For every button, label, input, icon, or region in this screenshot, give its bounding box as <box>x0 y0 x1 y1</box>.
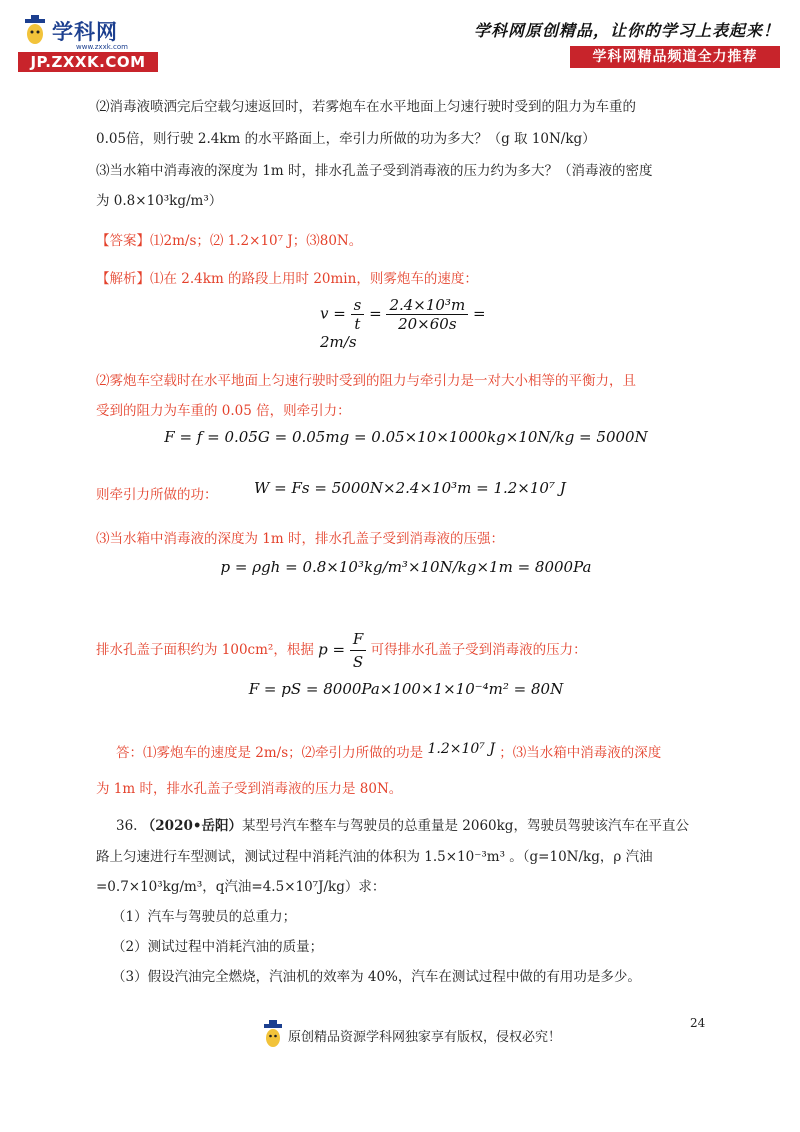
analysis-step2-line2: 受到的阻力为车重的 0.05 倍，则牵引力： <box>96 403 351 419</box>
answer-text: ⑴2m/s；⑵ 1.2×10⁷ J；⑶80N。 <box>150 233 363 249</box>
eq1-num: 2.4×10³m <box>386 296 468 315</box>
eq1-left: v = <box>320 304 351 323</box>
q36-item3: （3）假设汽油完全燃烧，汽油机的效率为 40%，汽车在测试过程中做的有用功是多少。 <box>112 969 641 985</box>
answer-label: 【答案】 <box>96 233 150 249</box>
velocity-equation <box>320 296 520 351</box>
q2-line2: 0.05倍，则行驶 2.4km 的水平路面上，牵引力所做的功为多大？（g 取 10N/kg） <box>96 131 596 147</box>
eq5-den: S <box>352 653 364 671</box>
eq1-frac-values <box>386 296 468 333</box>
q3-line2: 为 0.8×10³kg/m³） <box>96 193 223 209</box>
q36-item1: （1）汽车与驾驶员的总重力； <box>112 909 297 925</box>
zxxk-logo <box>18 14 168 76</box>
force-equation: F = pS = 8000Pa×100×1×10⁻⁴m² = 80N <box>248 680 564 698</box>
logo-domain: JP.ZXXK.COM <box>18 52 158 72</box>
eq1-equals: = <box>369 304 382 323</box>
eq1-right: = 2m/s <box>320 304 486 351</box>
eq1-den: 20×60s <box>398 315 457 333</box>
final1a: 答：⑴雾炮车的速度是 2m/s；⑵牵引力所做的功是 <box>116 745 424 761</box>
q36-line1-text: 某型号汽车整车与驾驶员的总重量是 2060kg，驾驶员驾驶该汽车在平直公 <box>241 818 689 834</box>
final1b: ；⑶当水箱中消毒液的深度 <box>499 745 662 761</box>
final-answer-line1 <box>116 738 716 764</box>
answer-line <box>96 230 716 252</box>
final1-value: 1.2×10⁷ J <box>427 741 495 757</box>
eq5-num: F <box>350 628 366 651</box>
q36-line2: 路上匀速进行车型测试，测试过程中消耗汽油的体积为 1.5×10⁻³m³ 。（g=10N/kg，ρ 汽油 <box>96 849 653 865</box>
analysis-step1 <box>96 268 716 290</box>
work-label: 则牵引力所做的功： <box>96 487 218 503</box>
q36-source: （2020•岳阳） <box>141 818 242 834</box>
q3-line1: ⑶当水箱中消毒液的深度为 1m 时，排水孔盖子受到消毒液的压力约为多大？（消毒液的密度 <box>96 163 653 179</box>
q36-number: 36. <box>116 818 138 834</box>
header-slogan: 学科网原创精品，让你的学习上表起来！ <box>473 21 780 40</box>
eq5-frac <box>350 628 366 673</box>
eq1-t: t <box>354 315 361 333</box>
analysis-label: 【解析】 <box>96 271 150 287</box>
final-answer-line2: 为 1m 时，排水孔盖子受到消毒液的压力是 80N。 <box>96 781 403 797</box>
page-number: 24 <box>690 1016 706 1030</box>
page-footer <box>262 1020 602 1060</box>
traction-equation: F = f = 0.05G = 0.05mg = 0.05×10×1000kg×10N/kg = 5000N <box>164 428 648 446</box>
analysis-step2-line1: ⑵雾炮车空载时在水平地面上匀速行驶时受到的阻力与牵引力是一对大小相等的平衡力，且 <box>96 373 636 389</box>
footer-mascot-icon <box>262 1020 284 1050</box>
pressure-equation: p = ρgh = 0.8×10³kg/m³×10N/kg×1m = 8000Pa <box>220 558 592 576</box>
pressure-formula <box>318 628 366 673</box>
area-text: 排水孔盖子面积约为 100cm²，根据 <box>96 642 314 658</box>
area-text2: 可得排水孔盖子受到消毒液的压力： <box>370 642 587 658</box>
q36-line1 <box>116 815 716 837</box>
logo-url: www.zxxk.com <box>76 43 128 51</box>
mascot-icon <box>22 14 48 48</box>
eq1-s: s <box>351 296 365 315</box>
eq5-left: p = <box>318 640 350 659</box>
q36-line3: =0.7×10³kg/m³，q汽油=4.5×10⁷J/kg）求： <box>96 879 386 895</box>
logo-text: 学科网 <box>52 20 118 44</box>
channel-banner: 学科网精品频道全力推荐 <box>570 46 780 68</box>
work-equation: W = Fs = 5000N×2.4×10³m = 1.2×10⁷ J <box>254 479 566 497</box>
q36-item2: （2）测试过程中消耗汽油的质量； <box>112 939 324 955</box>
eq1-frac-st <box>351 296 365 333</box>
page-header <box>0 0 800 80</box>
footer-copyright: 原创精品资源学科网独家享有版权，侵权必究！ <box>288 1030 562 1045</box>
area-line <box>96 628 716 673</box>
analysis-step3: ⑶当水箱中消毒液的深度为 1m 时，排水孔盖子受到消毒液的压强： <box>96 531 504 547</box>
q2-line1: ⑵消毒液喷洒完后空载匀速返回时，若雾炮车在水平地面上匀速行驶时受到的阻力为车重的 <box>96 99 636 115</box>
analysis-step1-text: ⑴在 2.4km 的路段上用时 20min，则雾炮车的速度： <box>150 271 478 287</box>
